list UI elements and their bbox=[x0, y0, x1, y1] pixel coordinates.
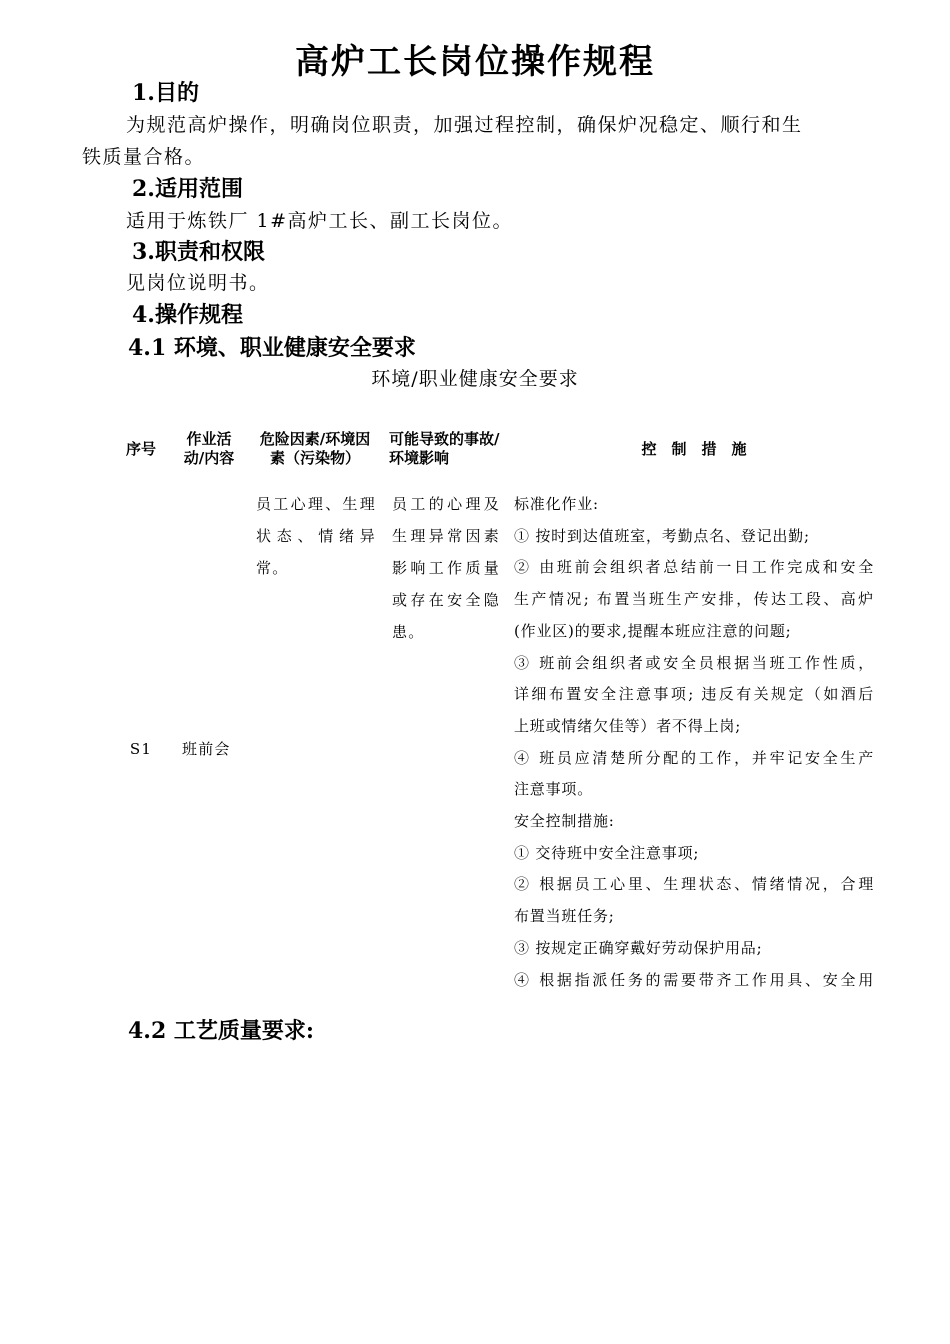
control-line: (作业区)的要求,提醒本班应注意的问题; bbox=[514, 621, 792, 640]
control-line: ② 由班前会组织者总结前一日工作完成和安全 bbox=[514, 558, 874, 577]
section-4-heading: 4.操作规程 bbox=[132, 302, 243, 328]
control-line: 详细布置安全注意事项; 违反有关规定（如酒后 bbox=[514, 685, 874, 704]
control-line: ③ 班前会组织者或安全员根据当班工作性质， bbox=[514, 653, 874, 672]
header-impact: 可能导致的事故/环境影响 bbox=[389, 430, 500, 467]
control-line: 标准化作业: bbox=[514, 495, 599, 513]
header-hazard: 危险因素/环境因素（污染物） bbox=[259, 430, 371, 467]
section-2-heading: 2.适用范围 bbox=[132, 176, 243, 202]
document-title: 高炉工长岗位操作规程 bbox=[295, 42, 655, 82]
section-4-2-heading: 4.2 工艺质量要求: bbox=[128, 1018, 315, 1044]
header-control: 控 制 措 施 bbox=[641, 440, 747, 458]
control-line: 生产情况; 布置当班生产安排，传达工段、高炉 bbox=[514, 590, 874, 609]
control-line: 上班或情绪欠佳等）者不得上岗; bbox=[514, 716, 742, 735]
section-3-heading: 3.职责和权限 bbox=[132, 239, 265, 265]
table-row-impact: 员工的心理及生理异常因素影响工作质量或存在安全隐患。 bbox=[392, 495, 500, 641]
table-caption: 环境/职业健康安全要求 bbox=[371, 368, 579, 390]
section-1-text-line-1: 为规范高炉操作，明确岗位职责，加强过程控制，确保炉况稳定、顺行和生 bbox=[126, 114, 803, 136]
section-1-heading: 1.目的 bbox=[132, 80, 199, 106]
section-1-text-line-2: 铁质量合格。 bbox=[82, 146, 206, 168]
table-row-hazard: 员工心理、生理状态、情绪异常。 bbox=[256, 495, 376, 577]
control-line: ③ 按规定正确穿戴好劳动保护用品; bbox=[514, 938, 763, 957]
table-row-seq: S1 bbox=[129, 740, 153, 758]
table-row-control-measures bbox=[514, 489, 874, 996]
control-line: 注意事项。 bbox=[514, 780, 594, 799]
control-line: ④ 根据指派任务的需要带齐工作用具、安全用 bbox=[514, 970, 874, 989]
section-2-text: 适用于炼铁厂 1#高炉工长、副工长岗位。 bbox=[126, 210, 514, 232]
table-row-activity: 班前会 bbox=[182, 740, 231, 758]
section-4-1-heading: 4.1 环境、职业健康安全要求 bbox=[128, 335, 416, 361]
header-activity: 作业活动/内容 bbox=[183, 430, 235, 467]
control-line: 布置当班任务; bbox=[514, 907, 615, 926]
control-line: ④ 班员应清楚所分配的工作，并牢记安全生产 bbox=[514, 748, 874, 767]
control-line: ① 交待班中安全注意事项; bbox=[514, 843, 700, 862]
control-line: ② 根据员工心里、生理状态、情绪情况，合理 bbox=[514, 875, 874, 894]
control-line: 安全控制措施: bbox=[514, 812, 615, 831]
header-seq: 序号 bbox=[125, 440, 156, 458]
control-line: ① 按时到达值班室，考勤点名、登记出勤; bbox=[514, 526, 810, 545]
section-3-text: 见岗位说明书。 bbox=[126, 272, 270, 294]
